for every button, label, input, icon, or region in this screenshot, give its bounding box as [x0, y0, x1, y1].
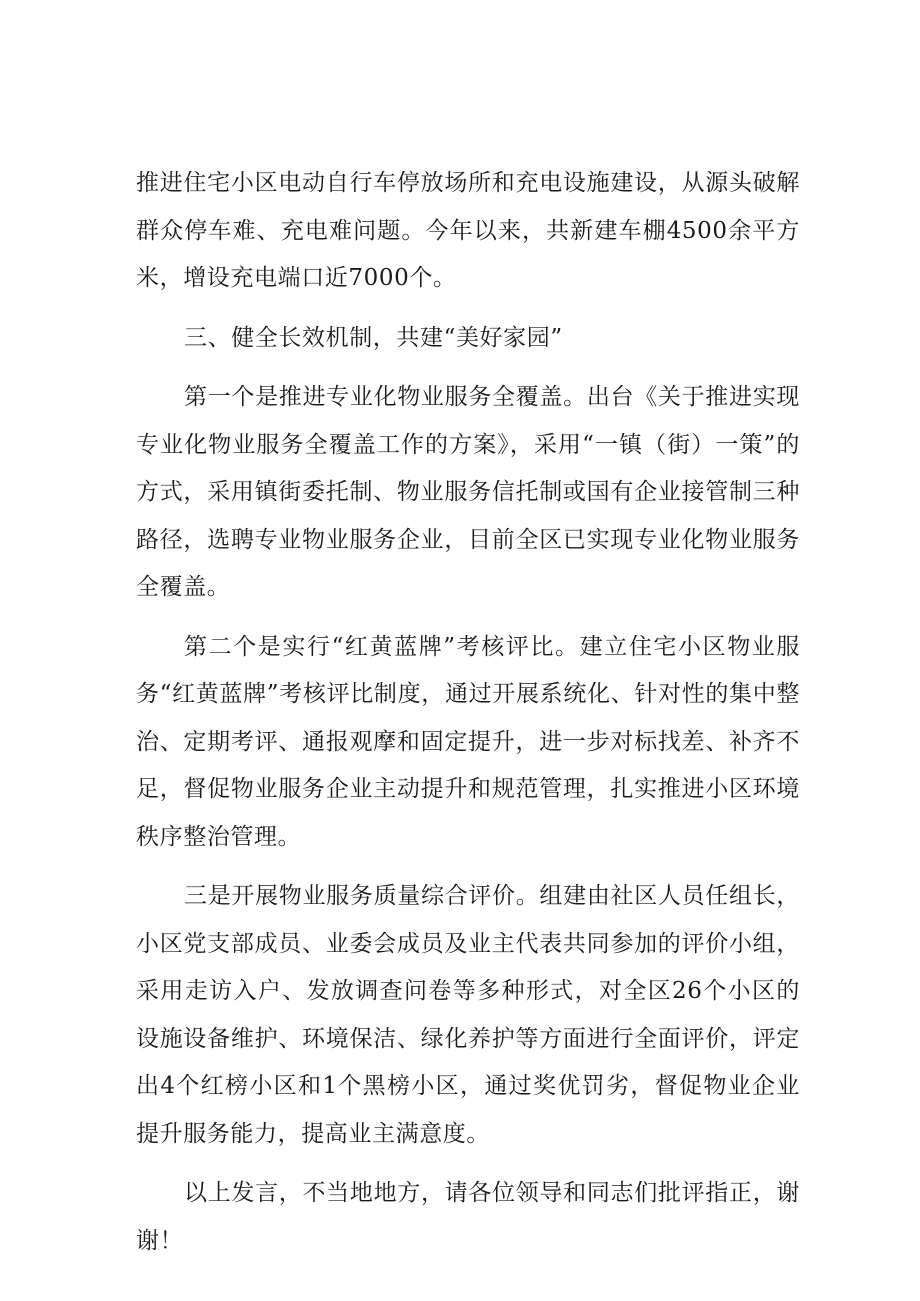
- paragraph-closing-remarks: 以上发言，不当地地方，请各位领导和同志们批评指正，谢谢！: [136, 1180, 800, 1254]
- paragraph-property-coverage: 第一个是推进专业化物业服务全覆盖。出台《关于推进实现专业化物业服务全覆盖工作的方案》，采用“一镇（街）一策”的方式，采用镇街委托制、物业服务信托制或国有企业接管制三种路径，选聘专业物业服务企业，目前全区已实现专业化物业服务全覆盖。: [136, 384, 800, 600]
- document-body: [136, 160, 800, 1265]
- paragraph-charging-facilities: 推进住宅小区电动自行车停放场所和充电设施建设，从源头破解群众停车难、充电难问题。今年以来，共新建车棚4500余平方米，增设充电端口近7000个。: [136, 170, 800, 291]
- paragraph-quality-evaluation: 三是开展物业服务质量综合评价。组建由社区人员任组长，小区党支部成员、业委会成员及业主代表共同参加的评价小组，采用走访入户、发放调查问卷等多种形式，对全区26个小区的设施设备维护、环境保洁、绿化养护等方面进行全面评价，评定出4个红榜小区和1个黑榜小区，通过奖优罚劣，督促物业企业提升服务能力，提高业主满意度。: [136, 883, 800, 1147]
- paragraph-red-yellow-blue-rating: 第二个是实行“红黄蓝牌”考核评比。建立住宅小区物业服务“红黄蓝牌”考核评比制度，通过开展系统化、针对性的集中整治、定期考评、通报观摩和固定提升，进一步对标找差、补齐不足，督促物业服务企业主动提升和规范管理，扎实推进小区环境秩序整治管理。: [136, 633, 800, 850]
- section-heading-three: 三、健全长效机制，共建“美好家园”: [184, 324, 563, 351]
